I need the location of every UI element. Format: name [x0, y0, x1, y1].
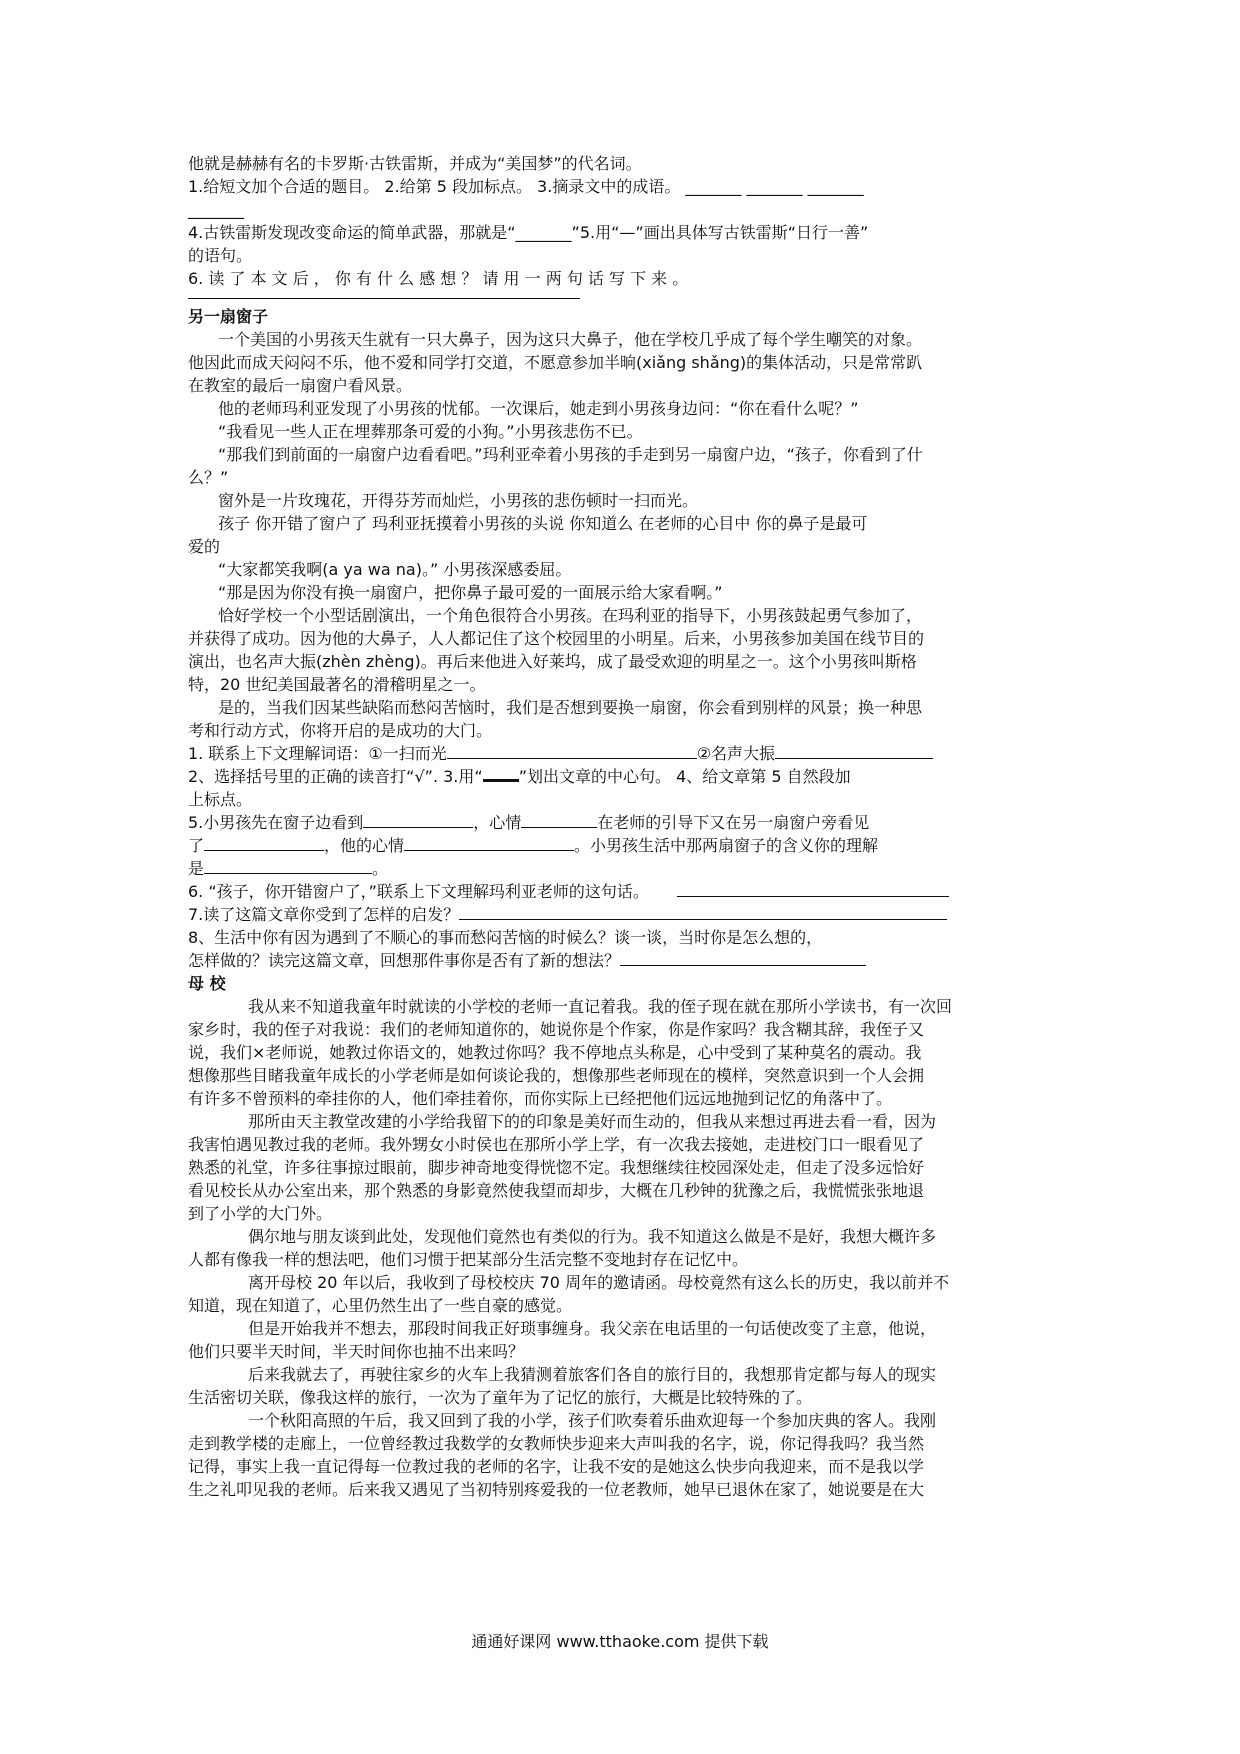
question-4-5-continued: 的语句。 [188, 246, 253, 265]
paragraph-line: 恰好学校一个小型话剧演出，一个角色很符合小男孩。在玛利亚的指导下，小男孩鼓起勇气参加了， [218, 606, 923, 625]
paragraph-line: 家乡时，我的侄子对我说：我们的老师知道你的，她说你是个作家，你是作家吗？我含糊其辞，我侄子又 [188, 1020, 925, 1039]
paragraph-line: 特，20 世纪美国最著名的滑稽明星之一。 [188, 675, 486, 694]
question-6: 6. 读 了 本 文 后 ， 你 有 什 么 感 想 ？ 请 用 一 两 句 话 写 下 来 。 [188, 269, 689, 288]
paragraph-line: 记得，事实上我一直记得每一位教过我的老师的名字，让我不安的是她这么快步向我迎来，而不是我以学 [188, 1457, 925, 1476]
answer-blank[interactable] [459, 905, 947, 920]
article-line: 他就是赫赫有名的卡罗斯·古铁雷斯，并成为“美国梦”的代名词。 [188, 154, 642, 173]
document-page [188, 152, 1060, 1501]
question-2-4-continued: 上标点。 [188, 790, 253, 809]
answer-blank[interactable] [620, 951, 866, 966]
paragraph-line: 他的老师玛利亚发现了小男孩的忧郁。一次课后，她走到小男孩身边问：“你在看什么呢？” [218, 399, 859, 418]
section-title: 母 校 [188, 974, 226, 993]
paragraph-line: 么？” [188, 468, 229, 487]
answer-line [188, 290, 580, 299]
paragraph-line: 偶尔地与朋友谈到此处，发现他们竟然也有类似的行为。我不知道这么做是不是好，我想大概许多 [248, 1227, 937, 1246]
answer-blank[interactable] [775, 744, 933, 759]
paragraph-line: 生之礼叩见我的老师。后来我又遇见了当初特别疼爱我的一位老教师，她早已退休在家了，她说要是在大 [188, 1480, 925, 1499]
paragraph-line: 考和行动方式，你将开启的是成功的大门。 [188, 721, 493, 740]
paragraph-line: 我害怕遇见教过我的老师。我外甥女小时侯也在那所小学上学，有一次我去接她，走进校门口一眼看见了 [188, 1135, 925, 1154]
paragraph-line: 爱的 [188, 537, 221, 556]
question-4-5: 4.古铁雷斯发现改变命运的简单武器，那就是“_______”5.用“—”画出具体写古铁雷斯“日行一善” [188, 223, 869, 242]
paragraph-line: 一个秋阳高照的午后，我又回到了我的小学，孩子们吹奏着乐曲欢迎每一个参加庆典的客人。我刚 [248, 1411, 937, 1430]
answer-blank[interactable] [363, 813, 473, 828]
article-body [188, 995, 1060, 1501]
paragraph-line: “那是因为你没有换一扇窗户，把你鼻子最可爱的一面展示给大家看啊。” [218, 583, 723, 602]
paragraph-line: 到了小学的大门外。 [188, 1204, 333, 1223]
answer-blank[interactable] [204, 859, 372, 874]
paragraph-line: “我看见一些人正在埋葬那条可爱的小狗。”小男孩悲伤不已。 [218, 422, 643, 441]
answer-blank[interactable] [204, 836, 324, 851]
paragraph-line: 他们只要半天时间，半天时间你也抽不出来吗？ [188, 1342, 525, 1361]
question-2-4: 2、选择括号里的正确的读音打“√”. 3.用“ ”划出文章的中心句。 4、给文章第 5 自然段加 [188, 767, 851, 786]
answer-blank[interactable] [404, 836, 574, 851]
paragraph-line: 人都有像我一样的想法吧，他们习惯于把某部分生活完整不变地封存在记忆中。 [188, 1250, 749, 1269]
answer-blanks: _______ _______ _______ [685, 177, 864, 196]
paragraph-line: 孩子 你开错了窗户了 玛利亚抚摸着小男孩的头说 你知道么 在老师的心目中 你的鼻子是最可 [218, 514, 868, 533]
paragraph-line: “那我们到前面的一扇窗户边看看吧。”玛利亚牵着小男孩的手走到另一扇窗户边，“孩子，你看到了什 [218, 445, 923, 464]
question-1-3: 1.给短文加个合适的题目。 2.给第 5 段加标点。 3.摘录文中的成语。 _______ _______ _______ [188, 177, 864, 196]
paragraph-line: 我从来不知道我童年时就读的小学校的老师一直记着我。我的侄子现在就在那所小学读书，有一次回 [248, 997, 953, 1016]
paragraph-line: 窗外是一片玫瑰花，开得芬芳而灿烂，小男孩的悲伤顿时一扫而光。 [218, 491, 699, 510]
paragraph-line: 并获得了成功。因为他的大鼻子，人人都记住了这个校园里的小明星。后来，小男孩参加美国在线节目的 [188, 629, 925, 648]
paragraph-line: 知道，现在知道了，心里仍然生出了一些自豪的感觉。 [188, 1296, 573, 1315]
question-1-3-continued: _______ [188, 200, 244, 219]
answer-blank[interactable] [521, 813, 597, 828]
paragraph-line: 看见校长从办公室出来，那个熟悉的身影竟然使我望而却步，大概在几秒钟的犹豫之后，我慌慌张张地退 [188, 1181, 925, 1200]
underline-mark [483, 765, 519, 782]
paragraph-line: 是的，当我们因某些缺陷而愁闷苦恼时，我们是否想到要换一扇窗，你会看到别样的风景；换一种思 [218, 698, 923, 717]
paragraph-line: 生活密切关联，像我这样的旅行，一次为了童年为了记忆的旅行，大概是比较特殊的了。 [188, 1388, 813, 1407]
answer-blank[interactable] [677, 882, 949, 897]
paragraph-line: 一个美国的小男孩天生就有一只大鼻子，因为这只大鼻子，他在学校几乎成了每个学生嘲笑的对象。 [218, 330, 923, 349]
paragraph-line: 演出，也名声大振(zhèn zhèng)。再后来他进入好莱坞，成了最受欢迎的明星之一。这个小男孩叫斯格 [188, 652, 917, 671]
section-title: 另一扇窗子 [188, 307, 269, 326]
question-8-continued: 怎样做的？读完这篇文章，回想那件事你是否有了新的想法？ [188, 949, 1060, 972]
paragraph-line: 想像那些目睹我童年成长的小学老师是如何谈论我的，想像那些老师现在的模样，突然意识到一个人会拥 [188, 1066, 925, 1085]
question-7: 7.读了这篇文章你受到了怎样的启发？ [188, 903, 1060, 926]
paragraph-line: 那所由天主教堂改建的小学给我留下的的印象是美好而生动的，但我从来想过再进去看一看，因为 [248, 1112, 937, 1131]
paragraph-line: 离开母校 20 年以后，我收到了母校校庆 70 周年的邀请函。母校竟然有这么长的历史，我以前并不 [248, 1273, 950, 1292]
paragraph-line: 有许多不曾预料的牵挂你的人，他们牵挂着你，而你实际上已经把他们远远地抛到记忆的角落中了。 [188, 1089, 893, 1108]
paragraph-line: “大家都笑我啊(a ya wa na)。” 小男孩深感委屈。 [218, 560, 572, 579]
question-5-continued: 了 ，他的心情 。小男孩生活中那两扇窗子的含义你的理解 [188, 836, 879, 855]
question-5-end: 是 。 [188, 859, 389, 878]
paragraph-line: 熟悉的礼堂，许多往事掠过眼前，脚步神奇地变得恍惚不定。我想继续往校园深处走，但走了没多远恰好 [188, 1158, 925, 1177]
question-5: 5.小男孩先在窗子边看到 ，心情 在老师的引导下又在另一扇窗户旁看见 [188, 813, 870, 832]
question-1: 1. 联系上下文理解词语：①一扫而光 ②名声大振 [188, 742, 1060, 765]
paragraph-line: 说，我们×老师说，她教过你语文的，她教过你吗？我不停地点头称是，心中受到了某种莫名的震动。我 [188, 1043, 922, 1062]
paragraph-line: 在教室的最后一扇窗户看风景。 [188, 376, 413, 395]
paragraph-line: 走到教学楼的走廊上，一位曾经教过我数学的女教师快步迎来大声叫我的名字，说，你记得我吗？我当然 [188, 1434, 925, 1453]
paragraph-line: 后来我就去了，再驶往家乡的火车上我猜测着旅客们各自的旅行目的，我想那肯定都与每人的现实 [248, 1365, 937, 1384]
paragraph-line: 但是开始我并不想去，那段时间我正好琐事缠身。我父亲在电话里的一句话使改变了主意，他说， [248, 1319, 937, 1338]
question-8: 8、生活中你有因为遇到了不顺心的事而愁闷苦恼的时候么？谈一谈，当时你是怎么想的， [188, 928, 823, 947]
page-footer: 通通好课网 www.tthaoke.com 提供下载 [471, 1632, 769, 1651]
question-6: 6. “孩子，你开错窗户了，”联系上下文理解玛利亚老师的这句话。 [188, 880, 1060, 903]
paragraph-line: 他因此而成天闷闷不乐，他不爱和同学打交道，不愿意参加半晌(xiǎng shǎng)的集体活动，只是常常趴 [188, 353, 923, 372]
answer-blank[interactable] [447, 744, 697, 759]
